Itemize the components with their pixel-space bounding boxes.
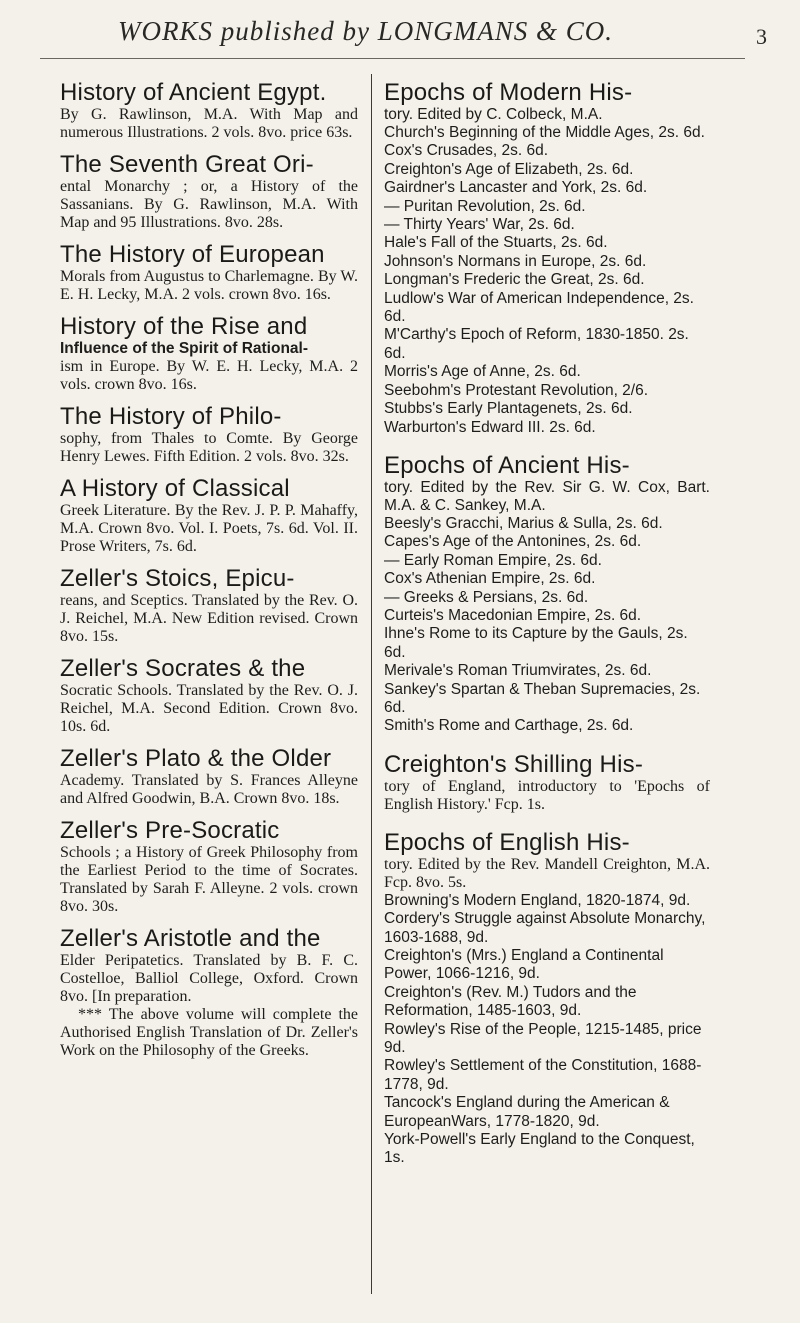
- entry-title: A History of Classical: [60, 475, 290, 502]
- list-item: Gairdner's Lancaster and York, 2s. 6d.: [384, 179, 648, 197]
- list-item: Browning's Modern England, 1820-1874, 9d.: [384, 891, 691, 909]
- catalogue-entry: [60, 476, 358, 556]
- entry-title: History of Ancient Egypt.: [60, 79, 327, 106]
- series-english: [384, 830, 710, 1168]
- series-editor: tory. Edited by the Rev. Mandell Creighton, M.A. Fcp. 8vo. 5s.: [384, 855, 710, 891]
- list-item: Curteis's Macedonian Empire, 2s. 6d.: [384, 606, 642, 624]
- series-description: tory of England, introductory to 'Epochs of English History.' Fcp. 1s.: [384, 777, 710, 813]
- header-rule: [40, 58, 745, 59]
- list-item: Merivale's Roman Triumvirates, 2s. 6d.: [384, 662, 652, 680]
- series-ancient: [384, 453, 710, 736]
- entry-description: Greek Literature. By the Rev. J. P. P. Mahaffy, M.A. Crown 8vo. Vol. I. Poets, 7s. 6d. Vol. II. Prose Writers, 7s. 6d.: [60, 502, 358, 555]
- entry-description: ental Monarchy ; or, a History of the Sassanians. By G. Rawlinson, M.A. With Map and 95 Illustrations. 8vo. 28s.: [60, 178, 358, 231]
- list-item: Seebohm's Protestant Revolution, 2/6.: [384, 381, 649, 399]
- catalogue-entry: [60, 152, 358, 232]
- entry-title: Zeller's Stoics, Epicu-: [60, 565, 295, 592]
- list-item: Johnson's Normans in Europe, 2s. 6d.: [384, 252, 647, 270]
- list-item: Stubbs's Early Plantagenets, 2s. 6d.: [384, 400, 633, 418]
- series-title: Epochs of English His-: [384, 828, 630, 856]
- entry-note: *** The above volume will complete the Authorised English Translation of Dr. Zeller's Work on the Philosophy of the Greeks.: [60, 1006, 358, 1059]
- catalogue-entry: [60, 566, 358, 646]
- entry-title: Zeller's Pre-Socratic: [60, 817, 280, 844]
- list-item: — Thirty Years' War, 2s. 6d.: [384, 216, 575, 234]
- list-item: Rowley's Rise of the People, 1215-1485, price 9d.: [384, 1020, 702, 1057]
- entry-description: Morals from Augustus to Charlemagne. By W. E. H. Lecky, M.A. 2 vols. crown 8vo. 16s.: [60, 268, 358, 303]
- list-item: — Early Roman Empire, 2s. 6d.: [384, 551, 602, 569]
- list-item: Creighton's Age of Elizabeth, 2s. 6d.: [384, 160, 634, 178]
- entry-description: Elder Peripatetics. Translated by B. F. C. Costelloe, Balliol College, Oxford. Crown 8vo. [In preparation.: [60, 952, 358, 1005]
- entry-title: The History of Philo-: [60, 403, 282, 430]
- entry-title: Zeller's Aristotle and the: [60, 925, 321, 952]
- series-title: Creighton's Shilling His-: [384, 750, 644, 778]
- list-item: Capes's Age of the Antonines, 2s. 6d.: [384, 533, 642, 551]
- list-item: Morris's Age of Anne, 2s. 6d.: [384, 363, 581, 381]
- right-column: [384, 80, 710, 1168]
- list-item: M'Carthy's Epoch of Reform, 1830-1850. 2s. 6d.: [384, 326, 689, 362]
- catalogue-entry: [60, 242, 358, 304]
- list-item: York-Powell's Early England to the Conquest, 1s.: [384, 1131, 695, 1167]
- list-item: Ihne's Rome to its Capture by the Gauls, 2s. 6d.: [384, 625, 688, 661]
- catalogue-entry: [60, 314, 358, 394]
- running-head: WORKS published by LONGMANS & CO.: [118, 16, 613, 46]
- catalogue-entry: [60, 926, 358, 1060]
- entry-subtitle: Influence of the Spirit of Rational-: [60, 340, 308, 357]
- list-item: Rowley's Settlement of the Constitution, 1688-1778, 9d.: [384, 1057, 702, 1093]
- list-item: — Puritan Revolution, 2s. 6d.: [384, 197, 586, 215]
- series-title: Epochs of Modern His-: [384, 79, 633, 106]
- series-shilling: [384, 752, 710, 814]
- entry-description: sophy, from Thales to Comte. By George Henry Lewes. Fifth Edition. 2 vols. 8vo. 32s.: [60, 430, 358, 465]
- list-item: Hale's Fall of the Stuarts, 2s. 6d.: [384, 234, 608, 252]
- entry-title: Zeller's Plato & the Older: [60, 745, 332, 772]
- entry-title: The History of European: [60, 241, 325, 268]
- entry-description: Schools ; a History of Greek Philosophy from the Earliest Period to the time of Socrates. Translated by Sarah F. Alleyne. 2 vols. crown 8vo. 30s.: [60, 844, 358, 915]
- list-item: Creighton's (Rev. M.) Tudors and the Reformation, 1485-1603, 9d.: [384, 983, 637, 1020]
- list-item: Tancock's England during the American & EuropeanWars, 1778-1820, 9d.: [384, 1094, 670, 1130]
- entry-title: The Seventh Great Ori-: [60, 151, 314, 178]
- page-number: 3: [756, 24, 767, 49]
- catalogue-entry: [60, 746, 358, 808]
- series-title: Epochs of Ancient His-: [384, 451, 630, 479]
- catalogue-entry: [60, 656, 358, 736]
- series-modern: [384, 80, 710, 437]
- list-item: — Greeks & Persians, 2s. 6d.: [384, 588, 589, 606]
- entry-description: ism in Europe. By W. E. H. Lecky, M.A. 2 vols. crown 8vo. 16s.: [60, 358, 358, 393]
- list-item: Cox's Athenian Empire, 2s. 6d.: [384, 570, 596, 588]
- entry-description: Socratic Schools. Translated by the Rev. O. J. Reichel, M.A. Second Edition. Crown 8vo. 10s. 6d.: [60, 682, 358, 735]
- list-item: Cordery's Struggle against Absolute Monarchy, 1603-1688, 9d.: [384, 910, 706, 946]
- list-item: Cox's Crusades, 2s. 6d.: [384, 142, 549, 160]
- series-editor: tory. Edited by C. Colbeck, M.A.: [384, 106, 603, 123]
- list-item: Beesly's Gracchi, Marius & Sulla, 2s. 6d.: [384, 514, 663, 532]
- list-item: Longman's Frederic the Great, 2s. 6d.: [384, 271, 645, 289]
- series-editor: tory. Edited by the Rev. Sir G. W. Cox, Bart. M.A. & C. Sankey, M.A.: [384, 478, 710, 514]
- column-divider: [371, 74, 372, 1294]
- catalogue-entry: [60, 80, 358, 142]
- list-item: Church's Beginning of the Middle Ages, 2s. 6d.: [384, 124, 705, 141]
- entry-description: Academy. Translated by S. Frances Alleyne and Alfred Goodwin, B.A. Crown 8vo. 18s.: [60, 772, 358, 807]
- entry-description: By G. Rawlinson, M.A. With Map and numerous Illustrations. 2 vols. 8vo. price 63s.: [60, 106, 358, 141]
- catalogue-entry: [60, 818, 358, 916]
- list-item: Sankey's Spartan & Theban Supremacies, 2s. 6d.: [384, 680, 701, 716]
- left-column: [60, 80, 358, 1060]
- list-item: Smith's Rome and Carthage, 2s. 6d.: [384, 717, 634, 735]
- entry-title: History of the Rise and: [60, 313, 308, 340]
- list-item: Creighton's (Mrs.) England a Continental Power, 1066-1216, 9d.: [384, 947, 664, 983]
- list-item: Warburton's Edward III. 2s. 6d.: [384, 418, 596, 436]
- entry-description: reans, and Sceptics. Translated by the Rev. O. J. Reichel, M.A. New Edition revised. Crown 8vo. 15s.: [60, 592, 358, 645]
- catalogue-entry: [60, 404, 358, 466]
- entry-title: Zeller's Socrates & the: [60, 655, 306, 682]
- list-item: Ludlow's War of American Independence, 2s. 6d.: [384, 289, 694, 326]
